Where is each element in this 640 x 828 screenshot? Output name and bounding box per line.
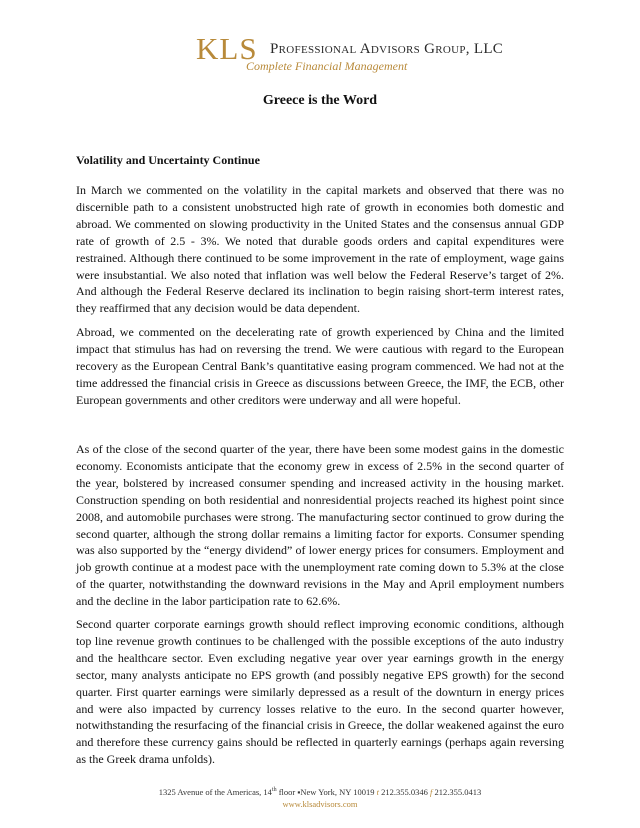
footer-fax: 212.355.0413	[434, 786, 482, 797]
footer-floor: floor	[276, 786, 296, 797]
paragraph-3: As of the close of the second quarter of the year, there have been some modest gains in the domestic economy. Economists anticipate that the economy grew in excess of 2.5% in the second quarter of the year, bolstered by increased consumer spending and increased activity in the housing market. Construction spending on both residential and nonresidential projects reached its highest point since 2008, and automobile purchases were strong. The manufacturing sector continued to grow during the second quarter, although the strong dollar remains a limiting factor for exports. Consumer spending was also supported by the “energy dividend” of lower energy prices for consumers. Employment and job growth continue at a modest pace with the unemployment rate coming down to 5.3% at the close of the quarter, notwithstanding the downward revisions in the May and April employment numbers and the decline in the labor participation rate to 62.6%.	[76, 442, 564, 609]
kls-logo: KLS	[196, 31, 258, 66]
footer-city: New York, NY 10019	[300, 786, 375, 797]
firm-name: Professional Advisors Group, LLC	[270, 41, 504, 57]
letterhead	[196, 31, 516, 74]
phone-prefix: t	[376, 786, 379, 797]
footer	[0, 784, 640, 810]
footer-floor-suffix: th	[271, 787, 277, 793]
document-title: Greece is the Word	[262, 93, 378, 108]
footer-phone: 212.355.0346	[381, 786, 428, 797]
footer-website-link[interactable]: www.klsadvisors.com	[282, 798, 358, 809]
paragraph-4: Second quarter corporate earnings growth should reflect improving economic conditions, although top line revenue growth continues to be challenged with the possible exceptions of the auto industry and the healthcare sector. Even excluding negative year over year earnings growth in the energy sector, many analysts anticipate no EPS growth (and possibly negative EPS growth) for the second quarter. First quarter earnings were similarly depressed as a result of the downturn in energy prices and were also impacted by currency losses relative to the euro. In the second quarter however, notwithstanding the resurfacing of the financial crisis in Greece, the dollar weakened against the euro and therefore these currency gains should be reflected in quarterly earnings (perhaps again reversing as the Greek drama unfolds).	[76, 617, 564, 767]
footer-street: 1325 Avenue of the Americas, 14	[158, 786, 272, 797]
paragraph-1: In March we commented on the volatility in the capital markets and observed that there was no discernible path to a consistent unobstructed high rate of growth in economies both domestic and abroad. We commented on slowing productivity in the United States and the consensus annual GDP rate of growth of 2.5 - 3%. We noted that durable goods orders and capital expenditures were restrained. Although there continued to be some improvement in the rate of employment, wage gains were insubstantial. We also noted that inflation was well below the Federal Reserve’s target of 2%. And although the Federal Reserve declared its inclination to begin raising short-term interest rates, they reaffirmed that any decision would be data dependent.	[76, 183, 564, 316]
footer-bullet: ▪	[297, 786, 301, 797]
footer-address-line	[0, 784, 640, 798]
firm-tagline: Complete Financial Management	[246, 59, 408, 73]
section-heading: Volatility and Uncertainty Continue	[76, 153, 260, 167]
paragraph-2: Abroad, we commented on the decelerating rate of growth experienced by China and the limited impact that stimulus has had on reversing the trend. We were cautious with regard to the European recovery as the European Central Bank’s quantitative easing program commenced. We had not at the time addressed the financial crisis in Greece as discussions between Greece, the IMF, the ECB, other European governments and other creditors were underway and all were hopeful.	[76, 325, 564, 407]
fax-prefix: f	[429, 786, 433, 797]
